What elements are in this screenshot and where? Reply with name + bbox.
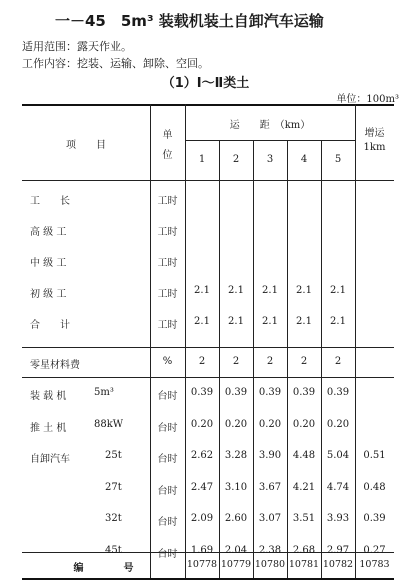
row-name: 推 土 机 xyxy=(30,422,67,434)
row-name: 中 级 工 xyxy=(30,258,67,269)
row-unit: 工时 xyxy=(157,196,178,207)
row-value: 2.38 xyxy=(258,544,282,556)
row-value: 2 xyxy=(266,356,274,367)
row-spec: 32t xyxy=(105,513,122,524)
row-value: 2.1 xyxy=(262,285,278,296)
footer-code: 10779 xyxy=(220,559,252,570)
row-value: 2 xyxy=(300,356,308,367)
row-name: 初 级 工 xyxy=(30,289,67,300)
row-value: 3.07 xyxy=(258,513,282,524)
column-rule xyxy=(185,104,186,578)
row-extra-value: 0.51 xyxy=(363,450,386,461)
column-rule xyxy=(150,104,151,578)
row-value: 2 xyxy=(198,356,206,367)
material-row-rule xyxy=(22,377,394,378)
row-value: 2.1 xyxy=(228,285,244,296)
scope-text: 适用范围：露天作业。 xyxy=(22,40,132,53)
row-value: 0.20 xyxy=(190,418,214,430)
row-spec: 25t xyxy=(105,450,122,461)
row-extra-value: 0.27 xyxy=(363,544,386,556)
row-unit: 工时 xyxy=(157,289,178,300)
header-distance-5: 5 xyxy=(334,154,342,165)
header-distance-3: 3 xyxy=(266,154,274,165)
header-bottom-rule xyxy=(22,180,394,181)
header-distance-2: 2 xyxy=(232,154,240,165)
row-value: 0.39 xyxy=(224,387,248,398)
footer-code: 10781 xyxy=(288,559,320,570)
row-value: 3.10 xyxy=(224,481,248,493)
header-extra-top: 增运 xyxy=(364,128,385,139)
row-value: 2 xyxy=(334,356,342,367)
row-value: 3.28 xyxy=(224,450,248,461)
header-distance-1: 1 xyxy=(198,154,206,165)
page-title: 一－45 5m³ 装载机装土自卸汽车运输 xyxy=(55,12,324,30)
header-distance-4: 4 xyxy=(300,154,308,165)
work-content-text: 工作内容：挖装、运输、卸除、空回。 xyxy=(22,57,209,70)
row-name: 装 载 机 xyxy=(30,391,67,402)
row-unit: 工时 xyxy=(157,320,178,331)
footer-label: 编 号 xyxy=(73,563,134,574)
row-unit: 工时 xyxy=(157,258,178,269)
header-unit-bottom: 位 xyxy=(162,150,173,161)
row-name: 零星材料费 xyxy=(30,360,80,371)
row-unit: 台时 xyxy=(157,391,178,402)
row-value: 0.39 xyxy=(190,387,214,398)
row-name: 工 长 xyxy=(30,196,70,207)
row-value: 2.1 xyxy=(296,316,312,327)
row-value: 0.39 xyxy=(258,387,282,398)
table-top-rule xyxy=(22,104,394,106)
row-extra-value: 0.48 xyxy=(363,481,386,493)
row-value: 2.1 xyxy=(194,316,210,327)
row-value: 2.60 xyxy=(224,513,248,524)
header-extra-bottom: 1km xyxy=(363,142,386,153)
row-name: 高 级 工 xyxy=(30,227,67,238)
row-name: 合 计 xyxy=(30,320,70,331)
unit-label: 单位：100m³ xyxy=(336,94,399,105)
row-value: 2.1 xyxy=(296,285,312,296)
row-value: 0.39 xyxy=(292,387,316,398)
header-item: 项 目 xyxy=(66,140,106,151)
header-split-rule xyxy=(185,140,355,141)
row-extra-value: 0.39 xyxy=(363,513,386,524)
footer-code: 10780 xyxy=(254,559,286,570)
row-unit: 工时 xyxy=(157,227,178,238)
row-value: 2.1 xyxy=(330,285,346,296)
row-spec: 88kW xyxy=(94,418,124,430)
row-spec: 45t xyxy=(105,544,122,556)
table-bottom-rule xyxy=(22,578,394,580)
row-spec: 5m³ xyxy=(94,387,114,398)
row-value: 0.39 xyxy=(326,387,350,398)
labor-group-rule xyxy=(22,347,394,348)
row-value: 2.68 xyxy=(292,544,316,556)
row-value: 3.90 xyxy=(258,450,282,461)
row-unit: 台时 xyxy=(157,517,178,528)
row-value: 2.1 xyxy=(262,316,278,327)
row-value: 2.1 xyxy=(194,285,210,296)
row-value: 0.20 xyxy=(224,418,248,430)
table-subtitle: （1）Ⅰ～Ⅱ类土 xyxy=(161,76,250,91)
column-rule xyxy=(355,104,356,578)
row-unit: % xyxy=(162,356,173,367)
row-value: 2.1 xyxy=(228,316,244,327)
row-spec: 27t xyxy=(105,481,122,493)
footer-code: 10782 xyxy=(322,559,354,570)
row-value: 3.67 xyxy=(258,481,282,493)
row-unit: 台时 xyxy=(157,485,178,497)
footer-code: 10778 xyxy=(186,559,218,570)
row-name: 自卸汽车 xyxy=(30,454,70,465)
row-value: 4.74 xyxy=(326,481,350,493)
row-value: 2.62 xyxy=(190,450,214,461)
row-unit: 台时 xyxy=(157,422,178,434)
row-value: 4.48 xyxy=(292,450,316,461)
row-unit: 台时 xyxy=(157,454,178,465)
row-value: 0.20 xyxy=(258,418,282,430)
row-unit: 台时 xyxy=(157,548,178,560)
row-value: 2.97 xyxy=(326,544,350,556)
row-value: 2.09 xyxy=(190,513,214,524)
row-value: 4.21 xyxy=(292,481,316,493)
row-value: 2 xyxy=(232,356,240,367)
row-value: 2.47 xyxy=(190,481,214,493)
footer-code: 10783 xyxy=(359,559,390,570)
row-value: 0.20 xyxy=(326,418,350,430)
row-value: 1.69 xyxy=(190,544,214,556)
row-value: 2.1 xyxy=(330,316,346,327)
row-value: 3.51 xyxy=(292,513,316,524)
row-value: 2.04 xyxy=(224,544,248,556)
row-value: 3.93 xyxy=(326,513,350,524)
row-value: 5.04 xyxy=(326,450,350,461)
quota-table xyxy=(22,104,394,578)
row-value: 0.20 xyxy=(292,418,316,430)
header-unit-top: 单 xyxy=(162,130,173,141)
header-distance: 运 距 （km） xyxy=(229,120,311,131)
